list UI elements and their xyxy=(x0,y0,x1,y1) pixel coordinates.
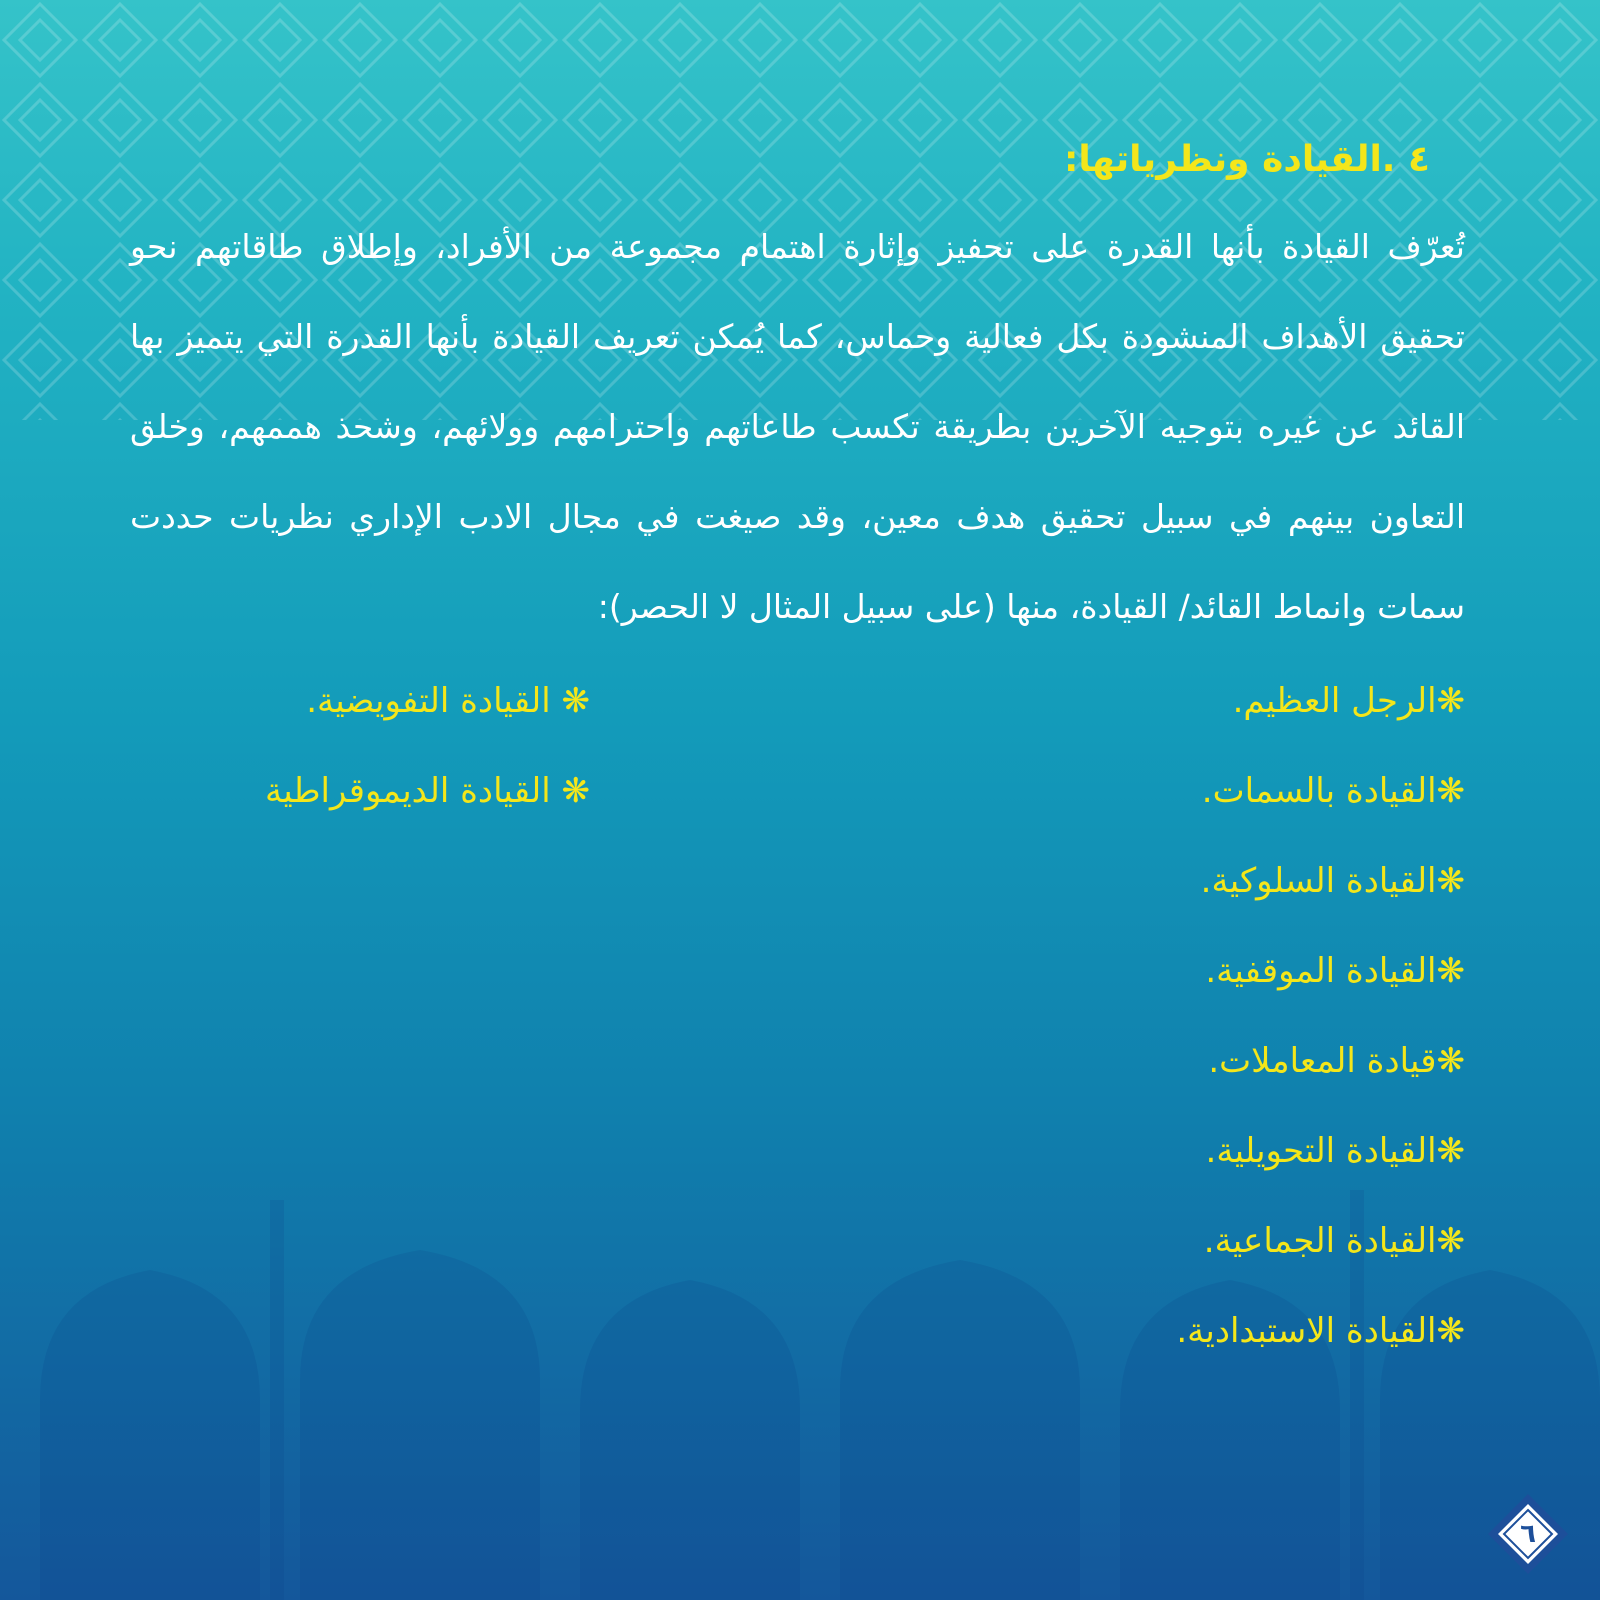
theories-list-left-column xyxy=(265,656,590,836)
list-item: ❋الرجل العظيم. xyxy=(1232,681,1465,721)
list-item: ❋القيادة الاستبدادية. xyxy=(1176,1311,1465,1351)
list-item: ❋القيادة التحويلية. xyxy=(1205,1131,1465,1171)
list-item: ❋قيادة المعاملات. xyxy=(1208,1041,1465,1081)
list-item: ❋القيادة بالسمات. xyxy=(1201,771,1465,811)
section-heading: ٤ .القيادة ونظرياتها: xyxy=(1063,139,1430,180)
list-item: ❋القيادة الجماعية. xyxy=(1203,1221,1465,1261)
theories-list xyxy=(130,656,1465,1416)
list-item: ❋ القيادة التفويضية. xyxy=(306,681,590,721)
page-number: ٦ xyxy=(1520,1519,1536,1549)
list-item: ❋القيادة الموقفية. xyxy=(1205,951,1465,991)
definition-paragraph: تُعرّف القيادة بأنها القدرة على تحفيز وإثارة اهتمام مجموعة من الأفراد، وإطلاق طاقاتهم نحو تحقيق الأهداف المنشودة بكل فعالية وحماس، كما يُمكن تعريف القيادة بأنها القدرة التي يتميز بها القائد عن غيره بتوجيه الآخرين بطريقة تكسب طاعاتهم واحترامهم وولائهم، وشحذ هممهم، وخلق التعاون بينهم في سبيل تحقيق هدف معين، وقد صيغت في مجال الادب الإداري نظريات حددت سمات وانماط القائد/ القيادة، منها (على سبيل المثال لا الحصر): xyxy=(130,227,1465,626)
main-content xyxy=(130,130,1465,1416)
list-item: ❋القيادة السلوكية. xyxy=(1200,861,1465,901)
list-item: ❋ القيادة الديموقراطية xyxy=(264,771,590,811)
theories-list-right-column xyxy=(1176,656,1465,1376)
